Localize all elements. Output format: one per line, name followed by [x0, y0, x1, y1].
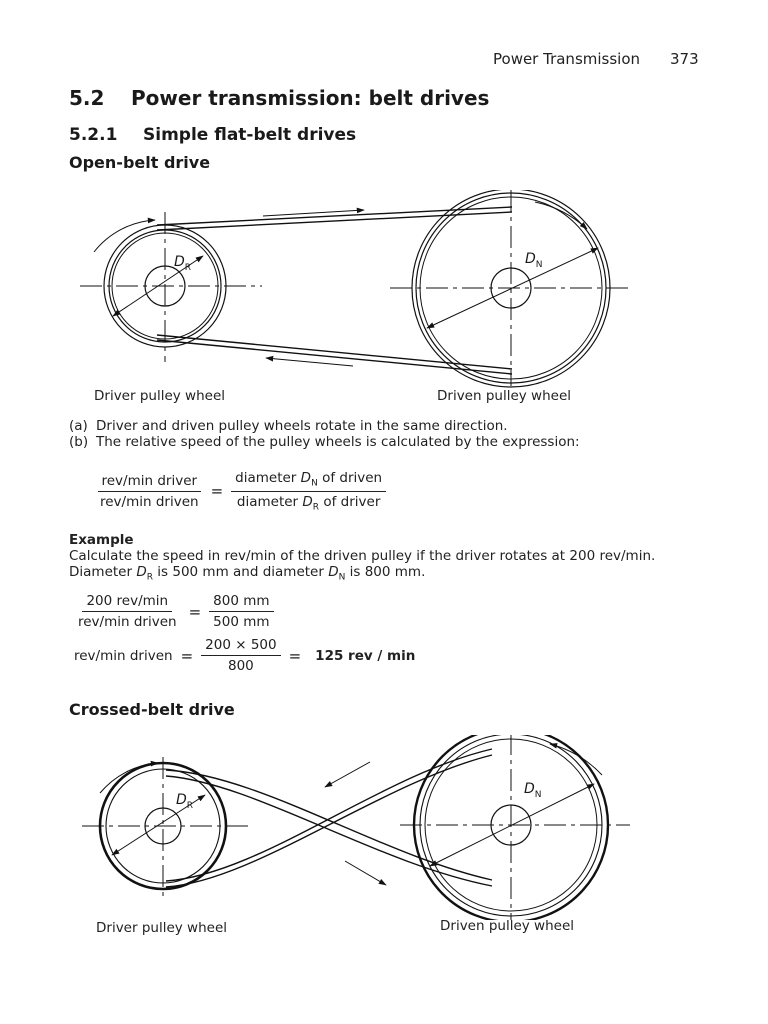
- eq2-fraction: [201, 637, 280, 674]
- open-driven-d: D: [525, 251, 536, 267]
- crossed-direction-arrow-top: [325, 762, 370, 787]
- open-driver-diameter-label: [174, 254, 191, 273]
- note-a-text: Driver and driven pulley wheels rotate in the same direction.: [96, 418, 508, 434]
- rhs-den-sub: R: [312, 502, 320, 513]
- section-number: 5.2: [69, 86, 105, 110]
- rhs-num-post: of driven: [317, 470, 383, 486]
- example-line-1: Calculate the speed in rev/min of the driven pulley if the driver rotates at 200 rev/min.: [69, 548, 656, 564]
- crossed-driver-sub: R: [186, 800, 194, 811]
- example-var-dn: D: [328, 564, 339, 580]
- eq2-equals-2: =: [288, 646, 302, 665]
- eq1-lhs-num: 200 rev/min: [82, 593, 172, 612]
- rhs-den-var: D: [302, 493, 313, 510]
- open-driven-sub: N: [535, 259, 543, 270]
- note-b-text: The relative speed of the pulley wheels is calculated by the expression:: [96, 434, 580, 450]
- crossed-driven-caption: Driven pulley wheel: [440, 918, 575, 934]
- formula-lhs-num: rev/min driver: [98, 473, 202, 492]
- eq2-den: 800: [227, 658, 254, 674]
- example-var-dr: D: [136, 564, 147, 580]
- eq2-equals-1: =: [180, 646, 194, 665]
- section-heading: [69, 86, 489, 110]
- eq1-equals: =: [188, 602, 202, 621]
- eq1-lhs-den: rev/min driven: [78, 614, 177, 630]
- page-number: 373: [670, 50, 699, 68]
- subsection-number: 5.2.1: [69, 125, 118, 145]
- formula-rhs-den: [233, 492, 384, 513]
- belt-top-run-inner: [157, 212, 512, 230]
- crossed-driver-rotation-arrow: [100, 763, 158, 793]
- rhs-num-var: D: [300, 470, 312, 486]
- section-title: Power transmission: belt drives: [131, 86, 490, 110]
- crossed-belt-diagram: [0, 735, 768, 920]
- formula-lhs: [96, 473, 203, 510]
- crossed-driven-diameter-label: [524, 781, 542, 800]
- formula-rhs: [231, 470, 386, 512]
- eq2-result: 125 rev / min: [315, 647, 416, 664]
- open-belt-diagram: [0, 190, 768, 390]
- example-heading: Example: [69, 532, 134, 548]
- eq1-rhs: [209, 593, 273, 630]
- rhs-den-post: of driver: [319, 493, 381, 510]
- formula-lhs-den: rev/min driven: [100, 493, 199, 510]
- crossed-driver-caption: Driver pulley wheel: [96, 920, 228, 936]
- belt-direction-arrow-bottom: [266, 358, 353, 366]
- crossed-driven-d: D: [524, 781, 535, 797]
- running-head-title: Power Transmission: [493, 50, 641, 68]
- formula-rhs-num: [231, 470, 386, 492]
- example-sub-r: R: [146, 572, 153, 583]
- note-a: [69, 418, 580, 434]
- open-driver-d: D: [174, 254, 185, 270]
- crossed-belt-heading: Crossed-belt drive: [69, 700, 235, 719]
- crossed-driver-diameter-label: [176, 792, 193, 811]
- example-line-2-c: is 800 mm.: [345, 564, 426, 580]
- rhs-num-pre: diameter: [235, 470, 301, 486]
- open-driven-caption: Driven pulley wheel: [437, 388, 572, 404]
- open-driven-diameter-label: [525, 251, 543, 270]
- rhs-num-sub: N: [311, 478, 318, 489]
- example-line-2-a: Diameter: [69, 564, 137, 580]
- eq2-lhs: rev/min driven: [74, 647, 173, 664]
- example-equation-2: [74, 637, 415, 674]
- speed-ratio-formula: [96, 470, 386, 512]
- example-sub-n: N: [338, 572, 346, 583]
- example-text: [69, 548, 701, 586]
- eq1-lhs: [74, 593, 181, 630]
- crossed-driven-rotation-arrow: [550, 744, 602, 775]
- example-equation-1: [74, 593, 274, 630]
- belt-top-run: [157, 207, 512, 225]
- rhs-den-pre: diameter: [236, 493, 303, 510]
- formula-equals: =: [210, 482, 224, 501]
- eq1-rhs-den: 500 mm: [213, 614, 270, 630]
- example-line-2: [69, 564, 701, 586]
- open-driver-caption: Driver pulley wheel: [94, 388, 226, 404]
- open-driver-sub: R: [184, 262, 192, 273]
- subsection-heading: [69, 125, 356, 145]
- eq2-num: 200 × 500: [201, 637, 280, 656]
- crossed-driven-sub: N: [534, 789, 542, 800]
- subsection-title: Simple flat-belt drives: [143, 125, 357, 145]
- eq1-rhs-num: 800 mm: [209, 593, 273, 612]
- open-belt-heading: Open-belt drive: [69, 153, 211, 172]
- belt-bottom-run-outer: [157, 340, 512, 374]
- note-b-marker: (b): [69, 434, 89, 450]
- note-b: [69, 434, 580, 450]
- note-a-marker: (a): [69, 418, 88, 434]
- crossed-driver-d: D: [176, 792, 187, 808]
- example-line-2-b: is 500 mm and diameter: [153, 564, 329, 580]
- notes-list: [69, 418, 580, 450]
- crossed-direction-arrow-bottom: [345, 861, 386, 885]
